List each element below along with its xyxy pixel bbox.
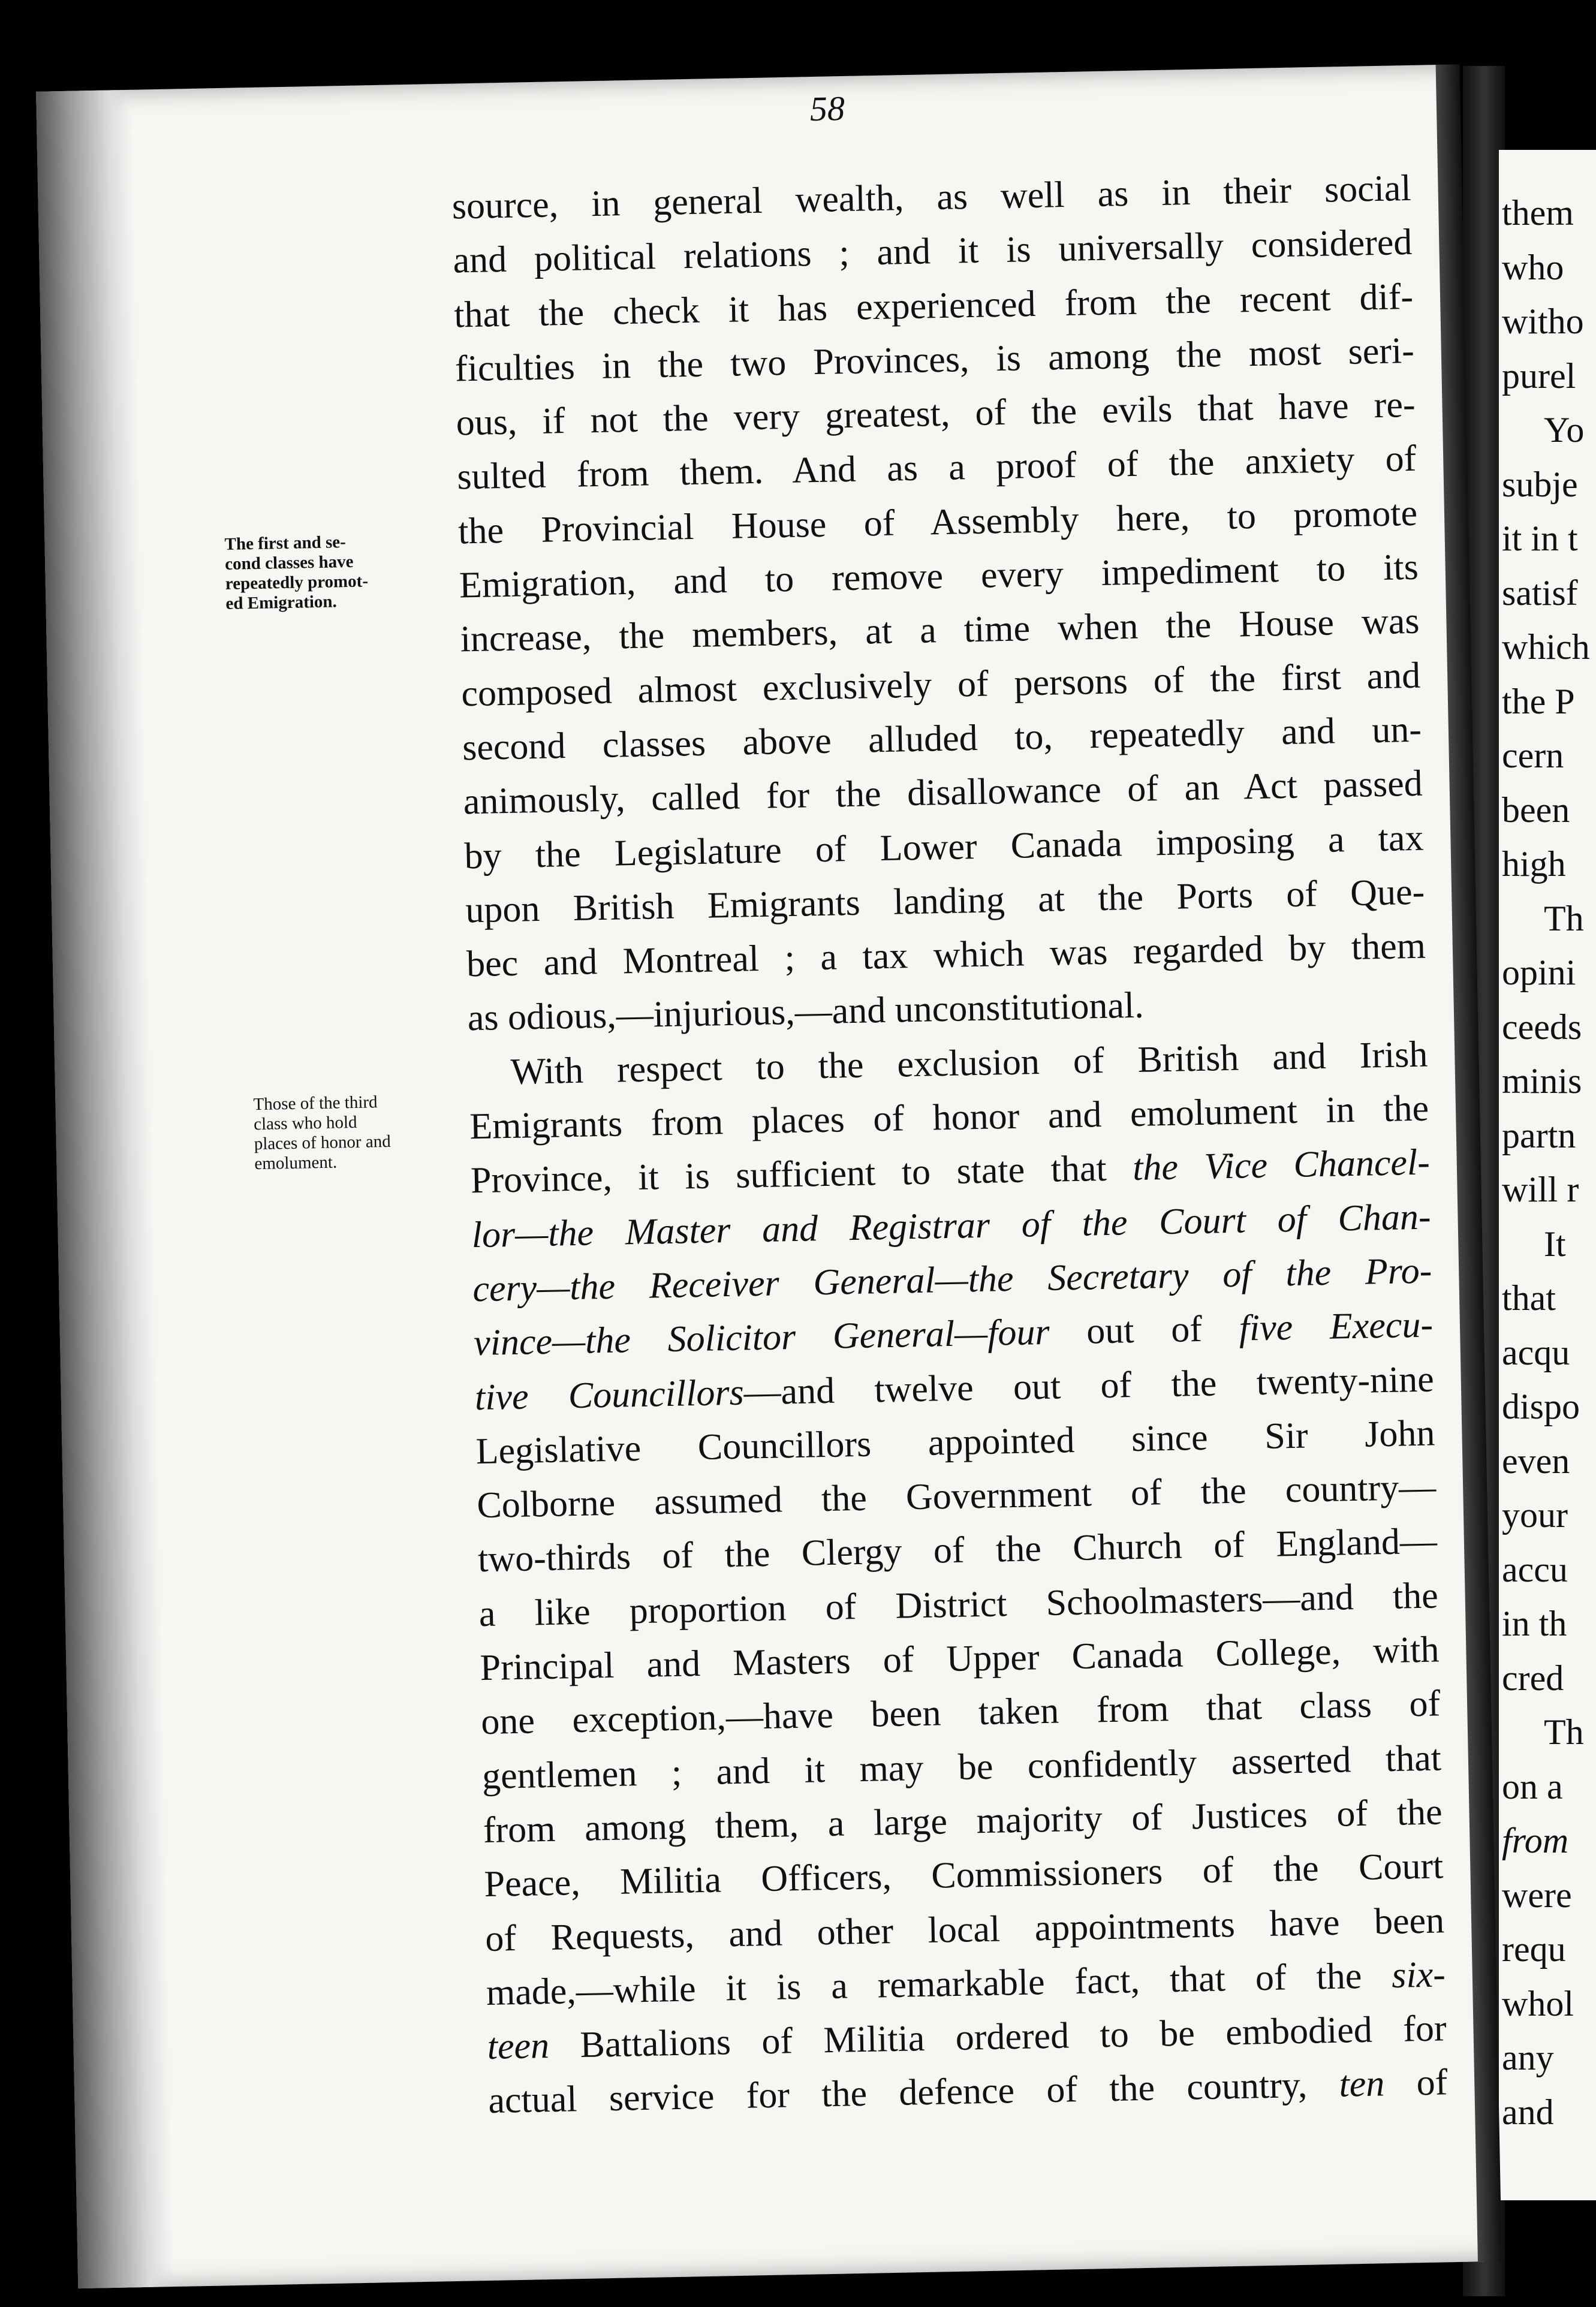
right-line: high [1502, 844, 1566, 884]
body-text [451, 161, 1448, 2128]
right-line: Th [1544, 1712, 1584, 1752]
right-line: in th [1502, 1604, 1567, 1643]
right-line: your [1502, 1495, 1568, 1535]
right-line: minis [1502, 1061, 1582, 1101]
right-line: partn [1502, 1115, 1576, 1155]
marginal-note-line: Those of the third [253, 1092, 378, 1115]
roman-segment: out of [1049, 1308, 1240, 1353]
text-line: second classes above alluded to, repeatedly and un- [462, 709, 1422, 769]
roman-segment: made,—while it is a remarkable fact, that of the [486, 1954, 1392, 2013]
right-line: cern [1502, 736, 1564, 775]
page-number: 58 [809, 88, 845, 129]
right-line: cred [1502, 1658, 1564, 1698]
right-line: that [1502, 1278, 1556, 1318]
text-line: increase, the members, at a time when the House was [460, 601, 1420, 660]
text-line: composed almost exclusively of persons of the first and [460, 655, 1421, 715]
right-line: purel [1502, 356, 1576, 396]
italic-segment: five Execu- [1239, 1304, 1434, 1349]
right-line: subje [1502, 464, 1578, 504]
text-line: from among them, a large majority of Justices of the [483, 1791, 1443, 1851]
right-line: whol [1502, 1983, 1574, 2023]
right-line: even [1502, 1441, 1570, 1481]
right-line: on a [1502, 1766, 1563, 1806]
text-line: Principal and Masters of Upper Canada College, with [479, 1629, 1440, 1689]
text-line-italic: lor—the Master and Registrar of the Court of Chan- [471, 1196, 1432, 1255]
right-line: it in t [1502, 519, 1578, 558]
right-line: from [1502, 1821, 1569, 1860]
roman-segment: of [1384, 2062, 1448, 2104]
right-line: acqu [1502, 1332, 1570, 1372]
text-line: Legislative Councillors appointed since Sir John [475, 1412, 1436, 1472]
right-line: and [1502, 2092, 1554, 2132]
roman-segment: Province, it is sufficient to state that [470, 1148, 1133, 1201]
text-line: by the Legislature of Lower Canada imposing a tax [463, 817, 1425, 877]
text-line: Colborne assumed the Government of the country— [476, 1466, 1437, 1526]
right-line: who [1502, 247, 1564, 287]
italic-segment: vince—the Solicitor General—four [473, 1312, 1050, 1364]
marginal-note-line: repeatedly promot- [225, 571, 369, 594]
right-line: any [1502, 2038, 1554, 2077]
right-line: witho [1502, 302, 1584, 341]
marginal-note-line: cond classes have [224, 552, 354, 574]
text-line: one exception,—have been taken from that class of [480, 1683, 1441, 1743]
text-line: bec and Montreal ; a tax which was regarded by them [466, 925, 1426, 985]
marginal-note-line: emolument. [254, 1152, 338, 1174]
right-line: satisf [1502, 573, 1578, 613]
right-line: accu [1502, 1549, 1568, 1589]
text-line: upon British Emigrants landing at the Ports of Que- [465, 871, 1425, 931]
text-line: With respect to the exclusion of British and Irish [510, 1034, 1428, 1092]
right-line: will r [1502, 1170, 1579, 1209]
text-line: ficulties in the two Provinces, is among the most seri- [454, 330, 1415, 390]
right-line: Th [1544, 898, 1584, 938]
right-line: been [1502, 790, 1570, 830]
right-line: which [1502, 627, 1590, 667]
right-line: them [1502, 193, 1574, 233]
text-line: gentlemen ; and it may be confidently asserted that [481, 1737, 1442, 1797]
text-line: animously, called for the disallowance of an Act passed [463, 763, 1423, 823]
text-line: ous, if not the very greatest, of the evils that have re- [456, 384, 1416, 444]
marginal-note-line: The first and se- [224, 532, 347, 554]
text-line: that the check it has experienced from the recent dif- [453, 276, 1414, 336]
text-line: Emigrants from places of honor and emolument in the [469, 1088, 1429, 1148]
italic-segment: ten [1338, 2063, 1385, 2106]
text-line: sulted from them. And as a proof of the anxiety of [456, 438, 1417, 498]
right-line: the P [1502, 681, 1575, 721]
left-page [36, 65, 1484, 2288]
right-line: Yo [1544, 410, 1585, 450]
text-line-italic: cery—the Receiver General—the Secretary of the Pro- [472, 1250, 1432, 1310]
roman-segment: —and twelve out of the twenty-nine [743, 1359, 1435, 1413]
right-line: It [1544, 1224, 1566, 1264]
marginal-note-line: places of honor and [254, 1131, 391, 1154]
italic-segment: teen [487, 2025, 550, 2068]
italic-segment: the Vice Chancel- [1132, 1142, 1431, 1189]
text-line: Peace, Militia Officers, Commissioners of the Court [483, 1845, 1444, 1905]
text-line: a like proportion of District Schoolmasters—and the [478, 1575, 1439, 1634]
right-line: were [1502, 1875, 1572, 1915]
italic-segment: six- [1391, 1954, 1446, 1996]
right-line: dispo [1502, 1387, 1580, 1426]
text-line: the Provincial House of Assembly here, to promote [457, 492, 1418, 552]
marginal-note-line: class who hold [253, 1112, 357, 1134]
text-line: Emigration, and to remove every impediment to its [459, 546, 1419, 606]
roman-segment: Battalions of Militia ordered to be embodied for [549, 2008, 1447, 2067]
text-line: two-thirds of the Clergy of the Church of England— [477, 1520, 1438, 1580]
marginal-note-third-class [253, 1092, 391, 1174]
text-line: as odious,—injurious,—and unconstitutional. [467, 985, 1145, 1039]
text-line: source, in general wealth, as well as in their social [451, 167, 1412, 227]
italic-segment: tive Councillors [474, 1372, 745, 1418]
roman-segment: actual service for the defence of the country, [487, 2064, 1340, 2122]
marginal-note-emigration [224, 532, 369, 614]
text-line: of Requests, and other local appointments have been [484, 1899, 1445, 1959]
right-line: requ [1502, 1929, 1566, 1969]
marginal-note-line: ed Emigration. [225, 592, 338, 613]
right-page-fragment [1502, 186, 1590, 2139]
right-line: opini [1502, 953, 1576, 992]
right-line: ceeds [1502, 1007, 1582, 1047]
text-line: and political relations ; and it is universally considered [452, 222, 1413, 281]
